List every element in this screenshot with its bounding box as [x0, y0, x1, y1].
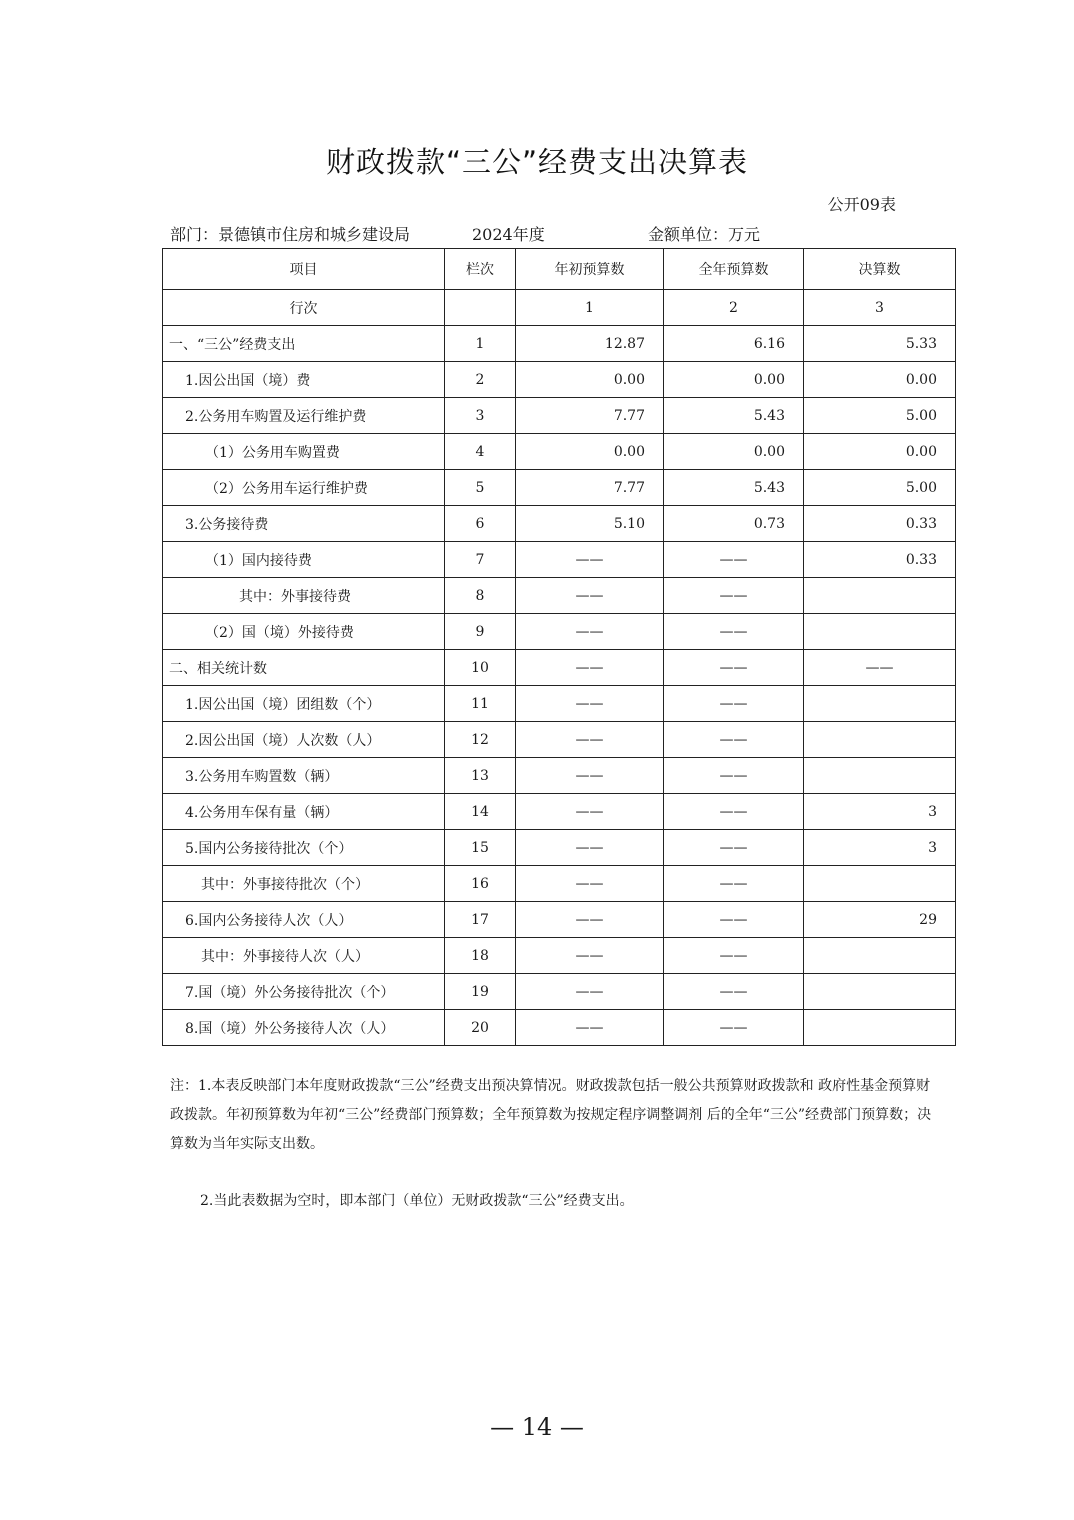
row-full-year-budget: ——	[664, 686, 804, 722]
row-seq: 12	[445, 722, 516, 758]
row-final-account: 5.00	[804, 470, 956, 506]
row-item: 其中：外事接待人次（人）	[163, 938, 445, 974]
note-2: 2.当此表数据为空时，即本部门（单位）无财政拨款“三公”经费支出。	[200, 1193, 634, 1209]
table-row	[163, 722, 956, 758]
row-seq: 11	[445, 686, 516, 722]
row-item: 3.公务接待费	[163, 506, 445, 542]
note-1: 注：1.本表反映部门本年度财政拨款“三公”经费支出预决算情况。财政拨款包括一般公共预算财政拨款和 政府性基金预算财政拨款。年初预算数为年初“三公”经费部门预算数；全年预算数为按规定程序调整调剂 后的全年“三公”经费部门预算数；决算数为当年实际支出数。	[170, 1078, 932, 1152]
page-number: — 14 —	[490, 1413, 584, 1441]
subheader-col-3: 3	[804, 290, 956, 326]
row-final-account: 0.33	[804, 542, 956, 578]
row-full-year-budget: ——	[664, 902, 804, 938]
row-item: 2.公务用车购置及运行维护费	[163, 398, 445, 434]
row-final-account	[804, 1010, 956, 1046]
row-final-account	[804, 974, 956, 1010]
row-final-account	[804, 758, 956, 794]
row-final-account	[804, 578, 956, 614]
row-item: （2）国（境）外接待费	[163, 614, 445, 650]
row-initial-budget: ——	[516, 974, 664, 1010]
row-seq: 17	[445, 902, 516, 938]
row-seq: 20	[445, 1010, 516, 1046]
subheader-blank	[445, 290, 516, 326]
row-initial-budget: 5.10	[516, 506, 664, 542]
table-row	[163, 614, 956, 650]
row-full-year-budget: 5.43	[664, 398, 804, 434]
row-seq: 13	[445, 758, 516, 794]
row-initial-budget: ——	[516, 614, 664, 650]
row-item: 8.国（境）外公务接待人次（人）	[163, 1010, 445, 1046]
row-seq: 7	[445, 542, 516, 578]
row-full-year-budget: 0.73	[664, 506, 804, 542]
header-full-year-budget: 全年预算数	[664, 249, 804, 290]
table-row	[163, 758, 956, 794]
row-final-account	[804, 866, 956, 902]
row-final-account	[804, 686, 956, 722]
header-seq: 栏次	[445, 249, 516, 290]
row-initial-budget: ——	[516, 578, 664, 614]
row-initial-budget: ——	[516, 938, 664, 974]
row-seq: 10	[445, 650, 516, 686]
row-initial-budget: ——	[516, 542, 664, 578]
row-seq: 1	[445, 326, 516, 362]
row-final-account: 5.33	[804, 326, 956, 362]
row-full-year-budget: ——	[664, 758, 804, 794]
row-seq: 16	[445, 866, 516, 902]
row-full-year-budget: ——	[664, 974, 804, 1010]
row-final-account	[804, 722, 956, 758]
row-final-account: ——	[804, 650, 956, 686]
notes	[170, 1072, 940, 1216]
table-row	[163, 866, 956, 902]
row-seq: 14	[445, 794, 516, 830]
row-seq: 9	[445, 614, 516, 650]
row-item: 2.因公出国（境）人次数（人）	[163, 722, 445, 758]
table-row	[163, 506, 956, 542]
row-seq: 18	[445, 938, 516, 974]
row-item: 3.公务用车购置数（辆）	[163, 758, 445, 794]
row-final-account: 0.00	[804, 434, 956, 470]
row-initial-budget: ——	[516, 686, 664, 722]
row-seq: 8	[445, 578, 516, 614]
department-label: 部门：景德镇市住房和城乡建设局	[170, 225, 411, 244]
row-initial-budget: 0.00	[516, 362, 664, 398]
row-full-year-budget: ——	[664, 866, 804, 902]
row-initial-budget: 7.77	[516, 470, 664, 506]
row-initial-budget: ——	[516, 722, 664, 758]
table-row	[163, 830, 956, 866]
table-row	[163, 470, 956, 506]
row-seq: 15	[445, 830, 516, 866]
row-item: 其中：外事接待批次（个）	[163, 866, 445, 902]
row-full-year-budget: ——	[664, 938, 804, 974]
row-full-year-budget: ——	[664, 1010, 804, 1046]
row-seq: 19	[445, 974, 516, 1010]
row-final-account	[804, 938, 956, 974]
table-row	[163, 1010, 956, 1046]
row-full-year-budget: 0.00	[664, 362, 804, 398]
row-full-year-budget: ——	[664, 542, 804, 578]
row-seq: 3	[445, 398, 516, 434]
row-full-year-budget: ——	[664, 614, 804, 650]
three-public-expenses-table	[162, 248, 956, 1046]
table-row	[163, 434, 956, 470]
row-full-year-budget: 5.43	[664, 470, 804, 506]
row-initial-budget: ——	[516, 650, 664, 686]
row-initial-budget: ——	[516, 1010, 664, 1046]
row-initial-budget: ——	[516, 902, 664, 938]
row-item: 4.公务用车保有量（辆）	[163, 794, 445, 830]
row-final-account: 0.00	[804, 362, 956, 398]
header-item: 项目	[163, 249, 445, 290]
subheader-row-number: 行次	[163, 290, 445, 326]
row-item: 其中：外事接待费	[163, 578, 445, 614]
table-row	[163, 902, 956, 938]
row-full-year-budget: 0.00	[664, 434, 804, 470]
row-initial-budget: ——	[516, 758, 664, 794]
row-initial-budget: ——	[516, 830, 664, 866]
row-initial-budget: ——	[516, 866, 664, 902]
header-final-account: 决算数	[804, 249, 956, 290]
row-seq: 5	[445, 470, 516, 506]
row-item: 1.因公出国（境）费	[163, 362, 445, 398]
row-final-account: 5.00	[804, 398, 956, 434]
table-row	[163, 938, 956, 974]
table-row	[163, 578, 956, 614]
row-full-year-budget: ——	[664, 650, 804, 686]
table-row	[163, 326, 956, 362]
row-seq: 6	[445, 506, 516, 542]
row-initial-budget: 0.00	[516, 434, 664, 470]
fiscal-year: 2024年度	[472, 225, 545, 244]
row-full-year-budget: ——	[664, 794, 804, 830]
form-code: 公开09表	[827, 195, 896, 214]
row-final-account	[804, 614, 956, 650]
row-full-year-budget: 6.16	[664, 326, 804, 362]
table-row	[163, 542, 956, 578]
row-final-account: 29	[804, 902, 956, 938]
row-item: 7.国（境）外公务接待批次（个）	[163, 974, 445, 1010]
table-row	[163, 794, 956, 830]
row-seq: 2	[445, 362, 516, 398]
row-item: （2）公务用车运行维护费	[163, 470, 445, 506]
subheader-row	[163, 290, 956, 326]
row-full-year-budget: ——	[664, 722, 804, 758]
row-item: 1.因公出国（境）团组数（个）	[163, 686, 445, 722]
header-initial-budget: 年初预算数	[516, 249, 664, 290]
header-row	[163, 249, 956, 290]
table-row	[163, 398, 956, 434]
row-item: 一、“三公”经费支出	[163, 326, 445, 362]
amount-unit: 金额单位：万元	[648, 225, 761, 244]
page-title: 财政拨款“三公”经费支出决算表	[325, 145, 749, 179]
row-initial-budget: 12.87	[516, 326, 664, 362]
row-item: 5.国内公务接待批次（个）	[163, 830, 445, 866]
row-final-account: 3	[804, 830, 956, 866]
table-row	[163, 650, 956, 686]
row-final-account: 3	[804, 794, 956, 830]
row-item: 6.国内公务接待人次（人）	[163, 902, 445, 938]
subheader-col-1: 1	[516, 290, 664, 326]
table-row	[163, 974, 956, 1010]
row-seq: 4	[445, 434, 516, 470]
row-full-year-budget: ——	[664, 830, 804, 866]
row-item: 二、相关统计数	[163, 650, 445, 686]
row-initial-budget: ——	[516, 794, 664, 830]
row-initial-budget: 7.77	[516, 398, 664, 434]
table-row	[163, 362, 956, 398]
table-row	[163, 686, 956, 722]
row-final-account: 0.33	[804, 506, 956, 542]
row-full-year-budget: ——	[664, 578, 804, 614]
row-item: （1）国内接待费	[163, 542, 445, 578]
row-item: （1）公务用车购置费	[163, 434, 445, 470]
subheader-col-2: 2	[664, 290, 804, 326]
